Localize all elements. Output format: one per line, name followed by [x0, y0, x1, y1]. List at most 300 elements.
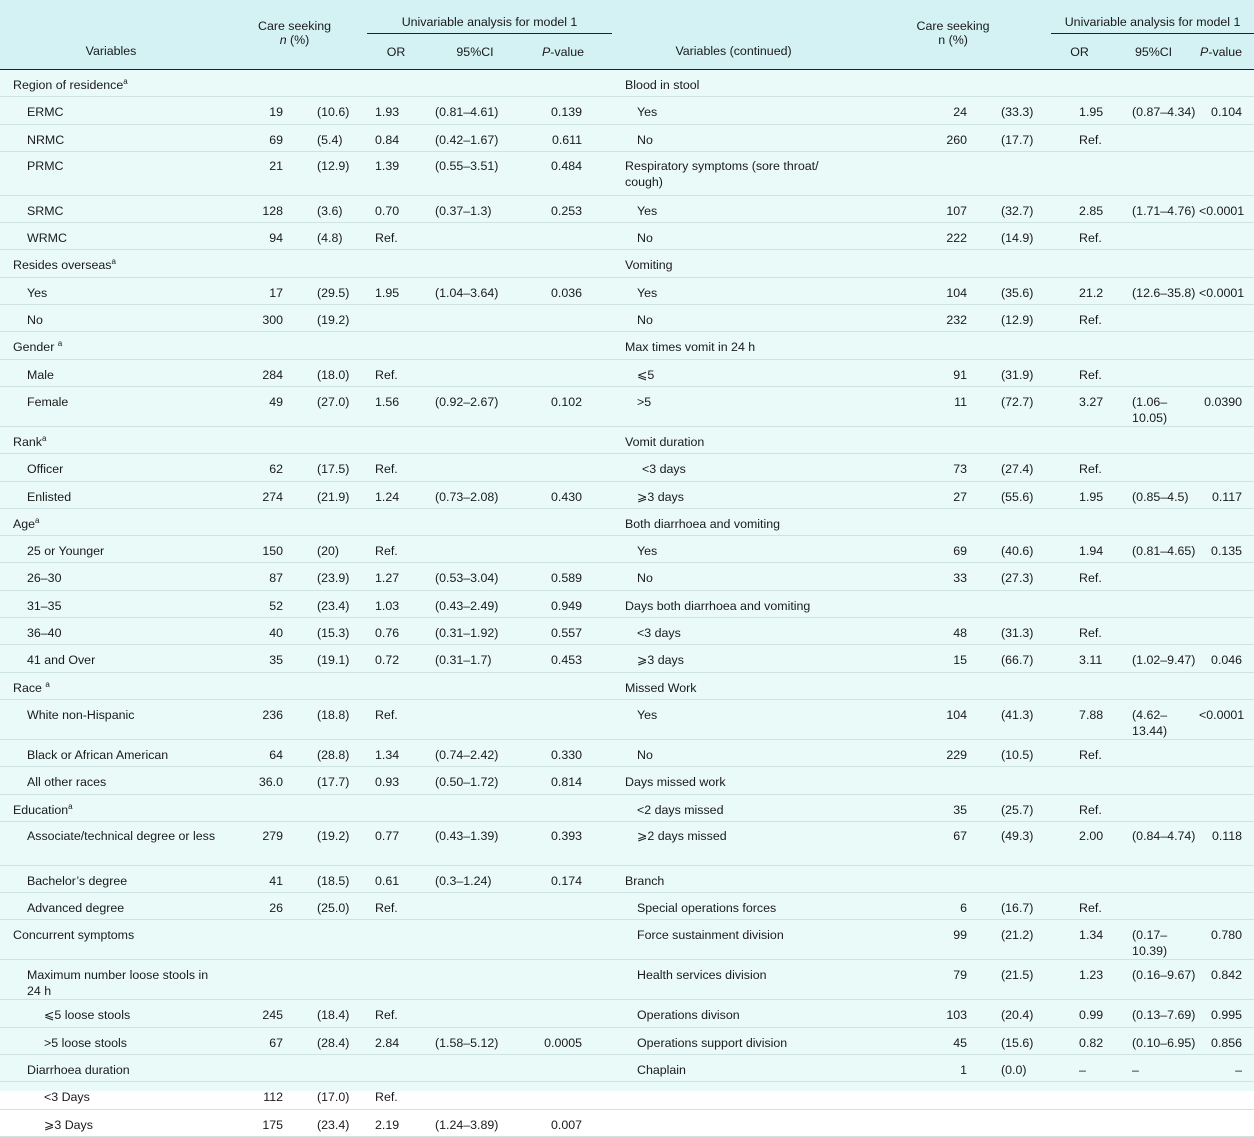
confidence-interval-cell: (0.31–1.7) [435, 653, 492, 668]
row-label-text: 25 or Younger [27, 544, 105, 559]
count-cell-right: 15 [953, 653, 968, 668]
count-cell-right: 99 [953, 928, 968, 943]
count-cell: 21 [269, 158, 283, 173]
row-label [0, 672, 222, 699]
header-spacer [0, 0, 222, 34]
odds-ratio-cell [367, 70, 425, 97]
confidence-interval-cell-right [1108, 893, 1199, 920]
table-row [0, 563, 1254, 590]
confidence-interval-cell-right: (1.71–4.76) [1132, 203, 1196, 218]
percent-cell-right [981, 1109, 1051, 1136]
confidence-interval-cell [425, 893, 525, 920]
count-cell-right: 103 [946, 1008, 968, 1023]
row-label [0, 699, 222, 739]
table-row [0, 672, 1254, 699]
odds-ratio-cell: 1.95 [375, 285, 400, 300]
odds-ratio-cell-right [1051, 151, 1108, 195]
table-row [0, 359, 1254, 386]
odds-ratio-cell-right: 0.99 [1079, 1008, 1104, 1023]
percent-cell-right [981, 508, 1051, 535]
row-label-right: Days missed work [625, 775, 726, 790]
row-label [0, 1082, 222, 1109]
p-value-cell-right [1199, 223, 1254, 250]
count-cell-right: 45 [953, 1035, 968, 1050]
row-label-text: 41 and Over [27, 653, 96, 668]
confidence-interval-cell-right: (0.13–7.69) [1132, 1008, 1196, 1023]
count-cell: 236 [262, 707, 283, 722]
confidence-interval-cell [425, 699, 525, 739]
odds-ratio-cell-right: Ref. [1079, 802, 1102, 817]
count-cell: 87 [269, 571, 283, 586]
p-value-cell-right [1199, 332, 1254, 359]
percent-cell [297, 250, 367, 277]
percent-cell: (23.4) [317, 598, 350, 613]
confidence-interval-cell: (0.55–3.51) [435, 158, 499, 173]
count-cell [222, 672, 297, 699]
row-label [0, 223, 222, 250]
count-cell-right: 222 [946, 231, 968, 246]
percent-cell: (5.4) [317, 132, 343, 147]
confidence-interval-cell [425, 223, 525, 250]
row-label-text: Gender [13, 340, 58, 355]
p-value-cell-right [1199, 590, 1254, 617]
confidence-interval-cell [425, 920, 525, 960]
row-label-text: ⩽5 loose stools [44, 1008, 131, 1023]
p-value-header [525, 34, 612, 70]
ci-header-right: 95%CI [1108, 34, 1199, 70]
row-label-right: Health services division [637, 968, 767, 983]
row-label-right: Yes [637, 203, 658, 218]
care-seeking-label-right: Care seeking [916, 19, 990, 33]
row-label-text: Officer [27, 462, 64, 477]
p-value-cell: 0.253 [551, 203, 583, 218]
percent-cell: (27.0) [317, 394, 350, 409]
percent-cell-right [981, 767, 1051, 794]
odds-ratio-cell-right [1051, 426, 1108, 453]
table-row [0, 1027, 1254, 1054]
p-value-cell [525, 960, 612, 1000]
count-cell: 279 [262, 828, 283, 843]
confidence-interval-cell-right: (1.06–10.05) [1132, 394, 1168, 425]
percent-cell-right: (0.0) [1001, 1063, 1027, 1078]
odds-ratio-cell: 1.39 [375, 158, 400, 173]
confidence-interval-cell-right [1108, 508, 1199, 535]
count-cell: 62 [269, 462, 283, 477]
row-label-text: WRMC [27, 231, 67, 246]
count-cell-right [855, 508, 981, 535]
p-value-cell-right [1199, 1082, 1254, 1109]
percent-cell-right: (35.6) [1001, 285, 1034, 300]
p-value-cell: 0.393 [551, 828, 583, 843]
percent-cell [297, 960, 367, 1000]
odds-ratio-cell: Ref. [375, 544, 398, 559]
row-label-right: ⩾3 days [637, 489, 684, 504]
footnote-marker: a [57, 339, 63, 349]
row-label-text: ERMC [27, 105, 64, 120]
count-cell-right [855, 590, 981, 617]
row-label [0, 645, 222, 672]
p-value-cell-right [1199, 739, 1254, 766]
table-row [0, 1082, 1254, 1109]
confidence-interval-cell [425, 305, 525, 332]
header-spacer [612, 0, 855, 34]
odds-ratio-cell-right: Ref. [1079, 367, 1102, 382]
odds-ratio-cell: 0.84 [375, 132, 400, 147]
p-value-cell-right: 0.117 [1211, 489, 1243, 504]
percent-cell: (23.9) [317, 571, 350, 586]
percent-cell-right: (41.3) [1001, 707, 1034, 722]
row-label-right: <2 days missed [637, 802, 724, 817]
table-row [0, 195, 1254, 222]
count-cell-right: 67 [953, 828, 968, 843]
odds-ratio-cell: 2.84 [375, 1035, 400, 1050]
row-label-text: >5 loose stools [44, 1035, 128, 1050]
p-value-cell-right: 0.118 [1211, 828, 1243, 843]
p-value-cell: 0.330 [551, 747, 583, 762]
percent-cell-right: (27.3) [1001, 571, 1034, 586]
count-cell-right [855, 865, 981, 892]
percent-cell: (18.0) [317, 367, 350, 382]
p-value-cell-right: 0.0390 [1204, 394, 1243, 409]
confidence-interval-cell-right [1108, 865, 1199, 892]
row-label [0, 865, 222, 892]
footnote-marker: a [35, 515, 40, 525]
pct-label: (%) [286, 33, 310, 47]
p-value-cell [525, 305, 612, 332]
p-value-cell [525, 454, 612, 481]
percent-cell: (19.2) [317, 313, 350, 328]
count-cell: 36.0 [258, 775, 283, 790]
confidence-interval-cell: (0.92–2.67) [435, 394, 499, 409]
row-label-text: 26–30 [27, 571, 62, 586]
confidence-interval-cell [425, 70, 525, 97]
count-cell-right: 260 [946, 132, 968, 147]
count-cell-right: 24 [953, 105, 968, 120]
p-value-cell [525, 70, 612, 97]
percent-cell-right: (14.9) [1001, 231, 1034, 246]
percent-cell-right [981, 865, 1051, 892]
confidence-interval-cell [425, 1082, 525, 1109]
count-cell: 40 [269, 626, 283, 641]
percent-cell-right [981, 250, 1051, 277]
row-label-text: Diarrhoea duration [27, 1063, 130, 1078]
percent-cell-right [981, 151, 1051, 195]
odds-ratio-cell-right [1051, 590, 1108, 617]
count-cell: 245 [262, 1008, 283, 1023]
confidence-interval-cell [425, 332, 525, 359]
count-cell-right: 107 [946, 203, 968, 218]
p-value-cell: 0.036 [551, 285, 583, 300]
confidence-interval-cell-right [1108, 672, 1199, 699]
confidence-interval-cell [425, 1055, 525, 1082]
p-value-cell: 0.0005 [544, 1035, 583, 1050]
odds-ratio-cell: Ref. [375, 707, 398, 722]
count-cell-right: 91 [953, 367, 968, 382]
row-label-text: NRMC [27, 132, 65, 147]
percent-cell-right: (12.9) [1001, 313, 1034, 328]
row-label-text: Enlisted [27, 489, 72, 504]
odds-ratio-cell-right: Ref. [1079, 231, 1102, 246]
count-cell: 35 [269, 653, 283, 668]
odds-ratio-cell-right: 1.95 [1079, 105, 1104, 120]
count-cell: 284 [262, 367, 283, 382]
table-row [0, 794, 1254, 821]
count-cell: 64 [269, 747, 283, 762]
percent-cell: (28.8) [317, 747, 350, 762]
odds-ratio-cell-right [1051, 1082, 1108, 1109]
count-cell: 17 [269, 285, 283, 300]
p-value-cell-right: 0.135 [1211, 544, 1243, 559]
odds-ratio-cell-right: Ref. [1079, 132, 1102, 147]
confidence-interval-cell-right: (0.17–10.39) [1132, 928, 1168, 959]
confidence-interval-cell [425, 536, 525, 563]
row-label-text: Advanced degree [27, 901, 125, 916]
p-value-cell-right [1199, 124, 1254, 151]
odds-ratio-cell-right [1051, 508, 1108, 535]
count-cell-right: 229 [946, 747, 968, 762]
row-label [0, 332, 222, 359]
row-label [0, 195, 222, 222]
row-label-text: All other races [27, 775, 107, 790]
p-value-cell-right [1199, 359, 1254, 386]
count-cell-right: 35 [953, 802, 968, 817]
p-value-cell: 0.949 [551, 598, 583, 613]
footnote-marker: a [111, 257, 116, 267]
count-cell: 49 [269, 394, 283, 409]
odds-ratio-cell: 0.76 [375, 626, 400, 641]
row-label-right [612, 1109, 855, 1136]
confidence-interval-cell-right [1108, 454, 1199, 481]
row-label-right: Both diarrhoea and vomiting [625, 516, 781, 531]
p-value-cell-right [1199, 893, 1254, 920]
count-cell: 300 [262, 313, 283, 328]
p-value-cell [525, 223, 612, 250]
count-cell: 19 [269, 105, 283, 120]
p-suffix-right: -value [1208, 44, 1243, 59]
row-label-text: Black or African American [27, 747, 169, 762]
row-label-right: Missed Work [625, 680, 697, 695]
confidence-interval-cell-right [1108, 794, 1199, 821]
row-label-text: ⩾3 Days [44, 1117, 93, 1132]
percent-cell: (4.8) [317, 231, 343, 246]
row-label-text: Bachelor’s degree [27, 873, 128, 888]
percent-cell-right [981, 426, 1051, 453]
row-label [0, 794, 222, 821]
odds-ratio-cell-right: 2.00 [1079, 828, 1104, 843]
footnote-marker: a [123, 76, 128, 86]
confidence-interval-cell: (0.31–1.92) [435, 626, 499, 641]
p-value-cell: 0.174 [551, 873, 583, 888]
row-label-right: ⩾2 days missed [637, 828, 727, 843]
confidence-interval-cell-right [1108, 250, 1199, 277]
percent-cell: (18.8) [317, 707, 350, 722]
percent-cell: (21.9) [317, 489, 350, 504]
odds-ratio-cell: 1.24 [375, 489, 400, 504]
count-cell [222, 250, 297, 277]
odds-ratio-cell [367, 426, 425, 453]
confidence-interval-cell-right: (0.87–4.34) [1132, 105, 1196, 120]
row-label-text: Age [13, 516, 36, 531]
row-label [0, 305, 222, 332]
confidence-interval-cell-right [1108, 618, 1199, 645]
count-cell [222, 426, 297, 453]
confidence-interval-cell-right: (4.62–13.44) [1132, 707, 1168, 738]
percent-cell-right: (21.2) [1001, 928, 1034, 943]
p-value-cell [525, 1000, 612, 1027]
odds-ratio-cell: 1.27 [375, 571, 400, 586]
confidence-interval-cell-right [1108, 332, 1199, 359]
odds-ratio-cell-right: 1.94 [1079, 544, 1104, 559]
odds-ratio-cell-right: Ref. [1079, 626, 1102, 641]
percent-cell: (10.6) [317, 105, 350, 120]
percent-cell: (17.0) [317, 1090, 350, 1105]
row-label-right: Operations divison [637, 1008, 740, 1023]
confidence-interval-cell-right: (0.84–4.74) [1132, 828, 1196, 843]
percent-cell-right [981, 1082, 1051, 1109]
count-cell-right [855, 767, 981, 794]
p-value-cell-right: 0.995 [1211, 1008, 1243, 1023]
table-row [0, 618, 1254, 645]
row-label [0, 1055, 222, 1082]
count-cell-right: 27 [953, 489, 968, 504]
row-label-text: Yes [27, 285, 48, 300]
p-value-cell-right [1199, 426, 1254, 453]
odds-ratio-cell-right: 2.85 [1079, 203, 1104, 218]
confidence-interval-cell-right: – [1132, 1063, 1139, 1078]
row-label-right: <3 days [642, 462, 686, 477]
row-label-right: Chaplain [637, 1063, 686, 1078]
row-label-right: Vomiting [625, 258, 673, 273]
count-cell-right: 1 [960, 1063, 968, 1078]
count-cell-right: 104 [946, 285, 968, 300]
percent-cell: (25.0) [317, 901, 350, 916]
percent-cell-right [981, 332, 1051, 359]
count-cell-right: 11 [954, 394, 968, 409]
percent-cell-right: (40.6) [1001, 544, 1034, 559]
confidence-interval-cell-right [1108, 151, 1199, 195]
row-label-right: <3 days [637, 626, 681, 641]
p-value-cell-right [1199, 250, 1254, 277]
care-seeking-header-right [855, 0, 1051, 70]
row-label [0, 481, 222, 508]
count-cell-right [855, 70, 981, 97]
variables-continued-header: Variables (continued) [612, 34, 855, 70]
row-label [0, 386, 222, 426]
odds-ratio-cell: 1.03 [375, 598, 400, 613]
count-cell-right [855, 250, 981, 277]
confidence-interval-cell: (0.43–1.39) [435, 828, 499, 843]
row-label [0, 893, 222, 920]
odds-ratio-cell-right: Ref. [1079, 462, 1102, 477]
confidence-interval-cell-right: (0.10–6.95) [1132, 1035, 1196, 1050]
table-row [0, 590, 1254, 617]
row-label-right: Vomit duration [625, 434, 705, 449]
odds-ratio-cell-right [1051, 70, 1108, 97]
percent-cell-right [981, 672, 1051, 699]
percent-cell-right: (31.3) [1001, 626, 1034, 641]
odds-ratio-cell-right: 1.23 [1079, 968, 1104, 983]
percent-cell: (12.9) [317, 158, 350, 173]
odds-ratio-cell: 1.34 [375, 747, 400, 762]
confidence-interval-cell-right [1108, 590, 1199, 617]
percent-cell-right: (72.7) [1001, 394, 1034, 409]
count-cell-right: 33 [953, 571, 968, 586]
p-value-cell-right: <0.0001 [1199, 707, 1245, 722]
p-italic: P [542, 44, 551, 59]
count-cell: 274 [262, 489, 283, 504]
row-label-text: Maximum number loose stools in 24 h [27, 968, 209, 999]
confidence-interval-cell-right: (1.02–9.47) [1132, 653, 1196, 668]
odds-ratio-cell-right: 1.95 [1079, 489, 1104, 504]
confidence-interval-cell: (0.43–2.49) [435, 598, 499, 613]
p-value-cell: 0.484 [551, 158, 583, 173]
row-label-right: Yes [637, 285, 658, 300]
confidence-interval-cell [425, 960, 525, 1000]
p-suffix: -value [550, 44, 585, 59]
odds-ratio-cell [367, 250, 425, 277]
p-value-cell [525, 893, 612, 920]
row-label-right: No [637, 231, 653, 246]
percent-cell-right: (55.6) [1001, 489, 1034, 504]
p-value-cell-right [1199, 151, 1254, 195]
row-label-right: Operations support division [637, 1035, 788, 1050]
confidence-interval-cell: (0.73–2.08) [435, 489, 499, 504]
odds-ratio-cell [367, 920, 425, 960]
percent-cell-right: (49.3) [1001, 828, 1034, 843]
count-cell-right: 232 [946, 313, 968, 328]
odds-ratio-cell: 0.93 [375, 775, 400, 790]
percent-cell [297, 508, 367, 535]
row-label-right: Yes [637, 105, 658, 120]
odds-ratio-cell [367, 1055, 425, 1082]
table-row [0, 277, 1254, 304]
p-value-cell-right [1199, 672, 1254, 699]
odds-ratio-cell: Ref. [375, 462, 398, 477]
confidence-interval-cell-right [1108, 767, 1199, 794]
table-row [0, 536, 1254, 563]
percent-cell-right: (32.7) [1001, 203, 1034, 218]
confidence-interval-cell-right: (0.81–4.65) [1132, 544, 1196, 559]
or-header: OR [367, 34, 425, 70]
table-row [0, 920, 1254, 960]
confidence-interval-cell-right [1108, 223, 1199, 250]
table-row [0, 893, 1254, 920]
row-label [0, 1109, 222, 1136]
percent-cell: (3.6) [317, 203, 343, 218]
p-value-cell-right [1199, 1109, 1254, 1136]
table-row [0, 426, 1254, 453]
row-label-right: Force sustainment division [637, 928, 784, 943]
percent-cell: (18.4) [317, 1008, 350, 1023]
count-cell: 52 [269, 598, 283, 613]
table-row [0, 739, 1254, 766]
p-value-cell: 0.007 [551, 1117, 583, 1132]
percent-cell-right: (16.7) [1001, 901, 1034, 916]
percent-cell [297, 794, 367, 821]
odds-ratio-cell: 0.72 [375, 653, 400, 668]
p-value-cell [525, 508, 612, 535]
p-value-cell-right [1199, 563, 1254, 590]
p-value-cell-right: 0.856 [1211, 1035, 1243, 1050]
row-label-text: Resides overseas [13, 258, 112, 273]
n-label: n [279, 33, 287, 47]
row-label-text: 36–40 [27, 626, 62, 641]
count-cell-right: 79 [953, 968, 968, 983]
count-cell-right [855, 1082, 981, 1109]
row-label [0, 821, 222, 865]
row-label [0, 1027, 222, 1054]
odds-ratio-cell-right: 1.34 [1079, 928, 1104, 943]
